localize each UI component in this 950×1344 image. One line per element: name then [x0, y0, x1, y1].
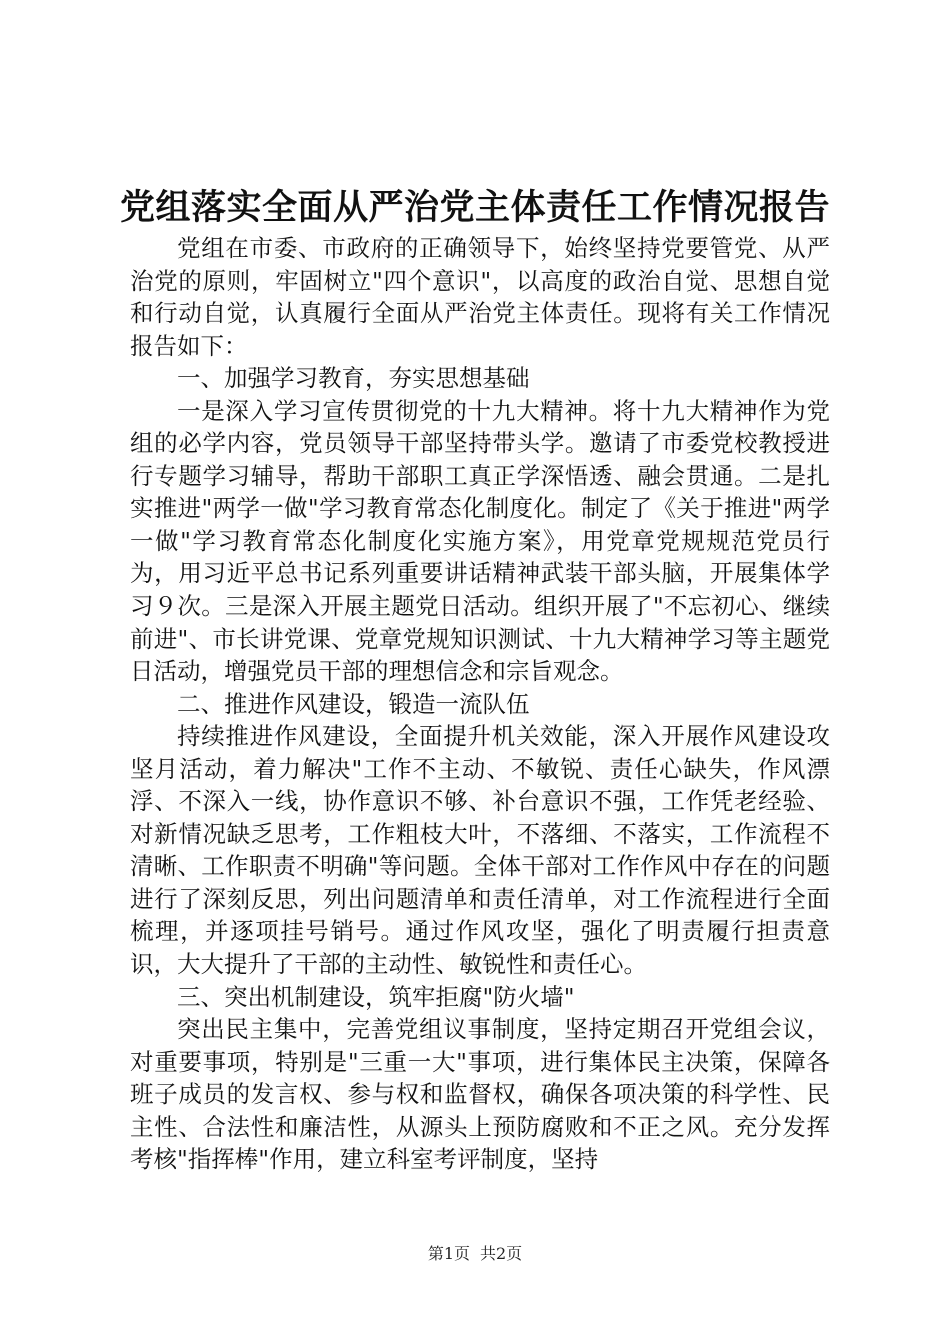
page-total: 共2页 — [480, 1244, 523, 1263]
section-heading-2: 二、推进作风建设，锻造一流队伍 — [177, 689, 530, 718]
intro-paragraph: 党组在市委、市政府的正确领导下，始终坚持党要管党、从严治党的原则，牢固树立"四个意识"，以高度的政治自觉、思想自觉和行动自觉，认真履行全面从严治党主体责任。现将有关工作情况报告如下： — [130, 234, 830, 360]
section-paragraph-2: 持续推进作风建设，全面提升机关效能，深入开展作风建设攻坚月活动，着力解决"工作不主动、不敏锐、责任心缺失，作风漂浮、不深入一线，协作意识不够、补台意识不强，工作凭老经验、对新情况缺乏思考，工作粗枝大叶，不落细、不落实，工作流程不清晰、工作职责不明确"等问题。全体干部对工作作风中存在的问题进行了深刻反思，列出问题清单和责任清单，对工作流程进行全面梳理，并逐项挂号销号。通过作风攻坚，强化了明责履行担责意识，大大提升了干部的主动性、敏锐性和责任心。 — [130, 722, 830, 979]
section-paragraph-1: 一是深入学习宣传贯彻党的十九大精神。将十九大精神作为党组的必学内容，党员领导干部坚持带头学。邀请了市委党校教授进行专题学习辅导，帮助干部职工真正学深悟透、融会贯通。二是扎实推进"两学一做"学习教育常态化制度化。制定了《关于推进"两学一做"学习教育常态化制度化实施方案》，用党章党规规范党员行为，用习近平总书记系列重要讲话精神武装干部头脑，开展集体学习９次。三是深入开展主题党日活动。组织开展了"不忘初心、继续前进"、市长讲党课、党章党规知识测试、十九大精神学习等主题党日活动，增强党员干部的理想信念和宗旨观念。 — [130, 396, 830, 686]
section-paragraph-3: 突出民主集中，完善党组议事制度，坚持定期召开党组会议，对重要事项，特别是"三重一大"事项，进行集体民主决策，保障各班子成员的发言权、参与权和监督权，确保各项决策的科学性、民主性、合法性和廉洁性，从源头上预防腐败和不正之风。充分发挥考核"指挥棒"作用，建立科室考评制度，坚持 — [130, 1015, 830, 1174]
section-heading-3: 三、突出机制建设，筑牢拒腐"防火墙" — [177, 982, 575, 1011]
page-footer — [0, 1243, 950, 1265]
document-body — [130, 232, 830, 1176]
section-heading-1: 一、加强学习教育，夯实思想基础 — [177, 364, 530, 393]
page-number: 第1页 — [427, 1244, 470, 1263]
document-title: 党组落实全面从严治党主体责任工作情况报告 — [119, 187, 830, 228]
